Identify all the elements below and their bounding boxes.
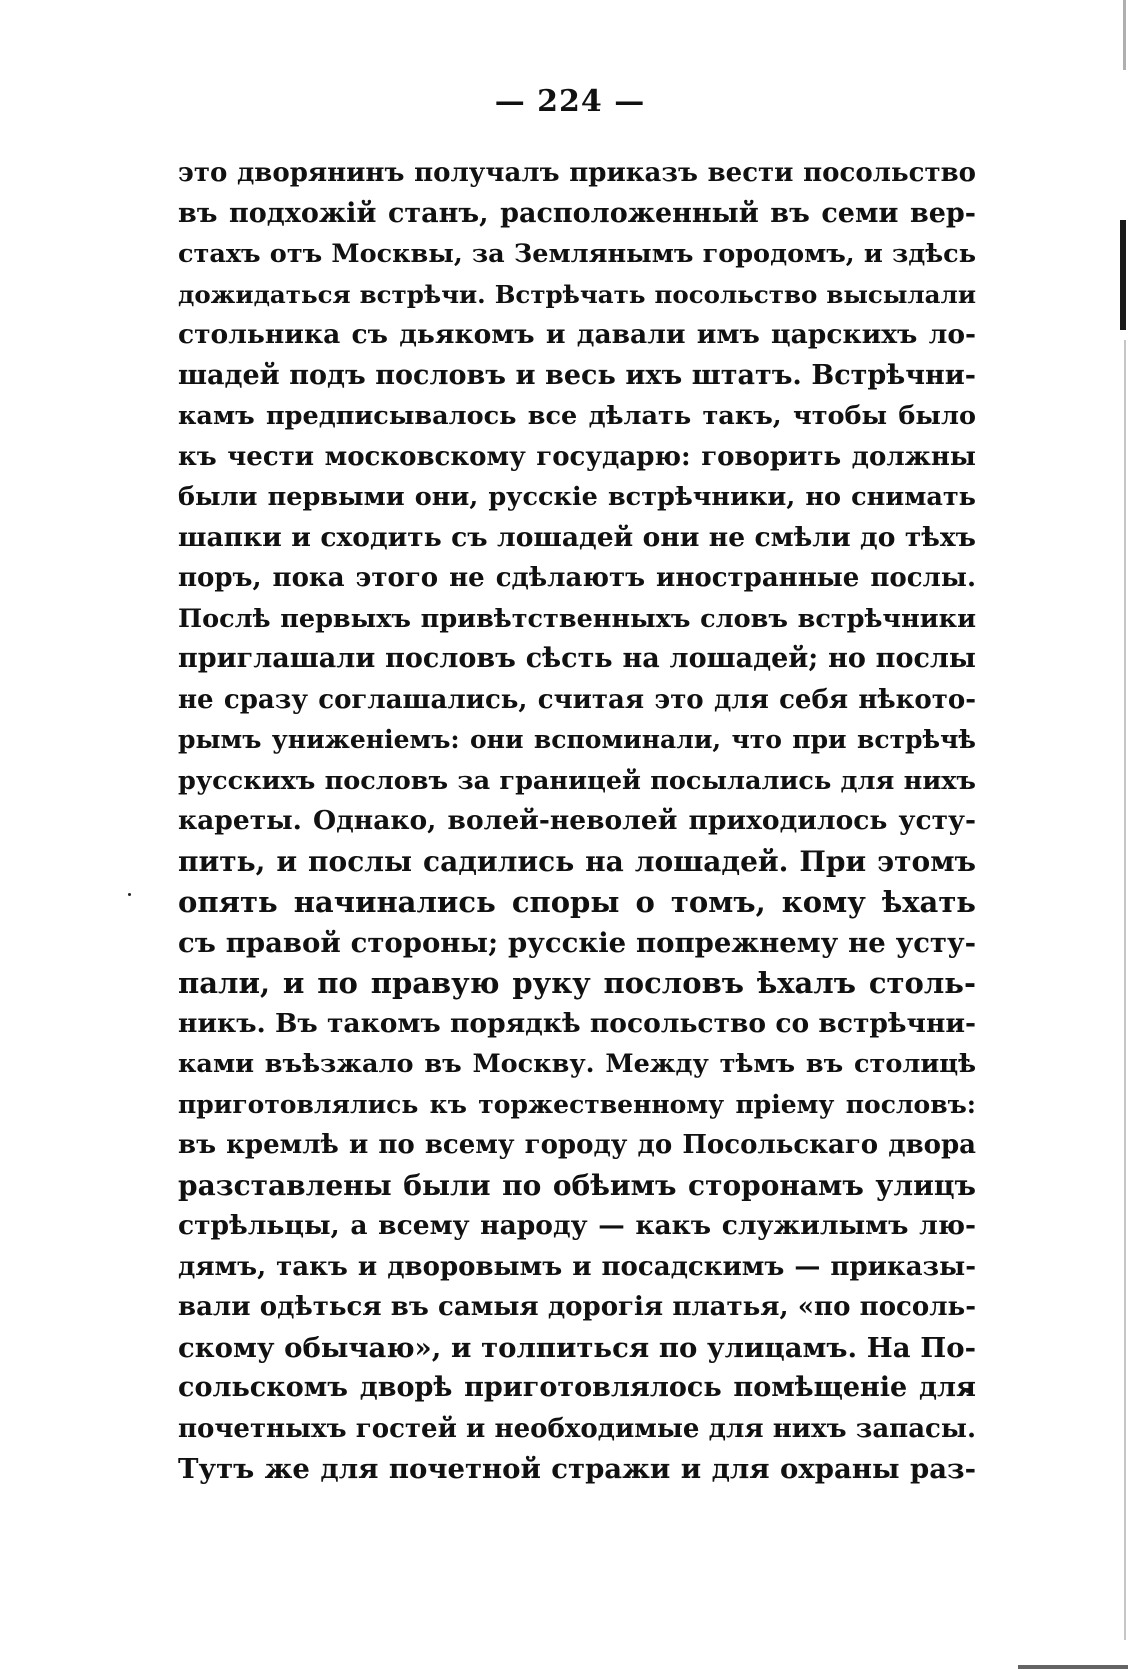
- text-line: не сразу соглашались, считая это для себя нѣкото-: [178, 684, 976, 715]
- text-line: Послѣ первыхъ привѣтственныхъ словъ встрѣчники: [178, 603, 976, 634]
- text-line: ками въѣзжало въ Москву. Между тѣмъ въ столицѣ: [178, 1049, 976, 1079]
- text-line: дожидаться встрѣчи. Встрѣчать посольство высылали: [178, 279, 976, 309]
- text-line: русскихъ пословъ за границей посылались для нихъ: [178, 765, 976, 796]
- text-line: въ подхожій станъ, расположенный въ семи вер-: [178, 197, 976, 229]
- text-line: сольскомъ дворѣ приготовлялось помѣщеніе для: [178, 1372, 976, 1403]
- text-line: камъ предписывалось все дѣлать такъ, чтобы было: [178, 401, 976, 431]
- text-line: Тутъ же для почетной стражи и для охраны раз-: [178, 1453, 976, 1485]
- scan-edge-mark: [1120, 220, 1126, 330]
- scan-speck: [128, 893, 131, 896]
- scan-edge-mark-top: [1123, 0, 1126, 70]
- text-line: стахъ отъ Москвы, за Землянымъ городомъ, и здѣсь: [178, 239, 976, 269]
- page-number: — 224 —: [494, 84, 646, 119]
- text-line: кареты. Однако, волей-неволей приходилось усту-: [178, 805, 976, 836]
- text-line: съ правой стороны; русскіе попрежнему не усту-: [178, 926, 976, 959]
- text-line: въ кремлѣ и по всему городу до Посольскаго двора: [178, 1130, 976, 1160]
- text-line: никъ. Въ такомъ порядкѣ посольство со встрѣчни-: [178, 1007, 976, 1039]
- body-text: [178, 153, 976, 1490]
- text-line: опять начинались споры о томъ, кому ѣхать: [178, 885, 976, 919]
- text-line: дямъ, такъ и дворовымъ и посадскимъ — приказы-: [178, 1251, 976, 1282]
- text-line: шапки и сходить съ лошадей они не смѣли до тѣхъ: [178, 521, 976, 553]
- text-line: вали одѣться въ самыя дорогія платья, «по посоль-: [178, 1292, 976, 1322]
- scan-bottom-mark: [1018, 1665, 1128, 1669]
- scan-edge-rule: [1124, 340, 1126, 1640]
- text-line: скому обычаю», и толпиться по улицамъ. На По-: [178, 1331, 976, 1364]
- text-line: пить, и послы садились на лошадей. При этомъ: [178, 844, 976, 878]
- text-line: это дворянинъ получалъ приказъ вести посольство: [178, 158, 976, 188]
- text-line: стольника съ дьякомъ и давали имъ царскихъ ло-: [178, 319, 976, 350]
- text-line: почетныхъ гостей и необходимые для нихъ запасы.: [178, 1413, 976, 1444]
- text-line: къ чести московскому государю: говорить должны: [178, 441, 976, 472]
- text-line: поръ, пока этого не сдѣлаютъ иностранные послы.: [178, 563, 976, 593]
- text-line: рымъ униженіемъ: они вспоминали, что при встрѣчѣ: [178, 725, 976, 754]
- text-line: шадей подъ пословъ и весь ихъ штатъ. Встрѣчни-: [178, 359, 976, 391]
- text-line: стрѣльцы, а всему народу — какъ служилымъ лю-: [178, 1210, 976, 1241]
- text-line: приготовлялись къ торжественному пріему пословъ:: [178, 1089, 976, 1119]
- text-line: приглашали пословъ сѣсть на лошадей; но послы: [178, 643, 976, 674]
- text-line: пали, и по правую руку пословъ ѣхалъ столь-: [178, 966, 976, 1000]
- text-line: были первыми они, русскіе встрѣчники, но снимать: [178, 482, 976, 512]
- text-line: разставлены были по обѣимъ сторонамъ улицъ: [178, 1168, 976, 1202]
